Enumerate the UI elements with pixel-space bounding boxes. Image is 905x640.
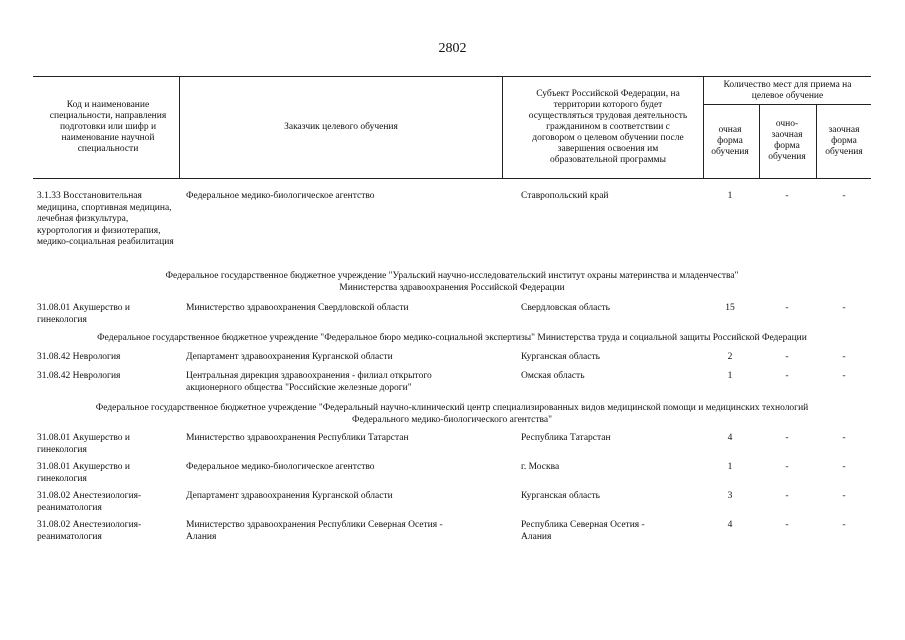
row-customer: Министерство здравоохранения Свердловской области bbox=[186, 303, 409, 313]
header-mixed: очно-заочная форма обучения bbox=[768, 119, 806, 162]
header-divider bbox=[502, 77, 503, 178]
row-code: 31.08.01 Акушерство и гинекология bbox=[37, 462, 130, 484]
row-mixed: - bbox=[785, 352, 789, 362]
row-mixed: - bbox=[785, 491, 789, 501]
row-mixed: - bbox=[785, 191, 789, 201]
row-full-time: 2 bbox=[727, 352, 733, 362]
row-region: г. Москва bbox=[521, 462, 560, 472]
header-region: Субъект Российской Федерации, на территории которого будет осуществляться трудовая деятельность гражданином в соответствии с договором о целевом обучении после завершения освоения им образовательной программы bbox=[528, 89, 688, 165]
row-part-time: - bbox=[842, 371, 846, 381]
row-mixed: - bbox=[785, 462, 789, 472]
section-heading bbox=[33, 333, 871, 345]
row-part-time: - bbox=[842, 433, 846, 443]
row-code: 3.1.33 Восстановительная медицина, спортивная медицина, лечебная физкультура, курортология и физиотерапия, медико-социальная реабилитация bbox=[37, 191, 174, 247]
row-full-time: 1 bbox=[727, 462, 733, 472]
row-customer: Департамент здравоохранения Курганской области bbox=[186, 491, 393, 501]
row-full-time: 4 bbox=[727, 433, 733, 443]
row-customer: Министерство здравоохранения Республики Северная Осетия - Алания bbox=[186, 520, 443, 542]
row-region: Курганская область bbox=[521, 491, 600, 501]
header-group-underline bbox=[704, 104, 871, 105]
row-mixed: - bbox=[785, 520, 789, 530]
row-code: 31.08.42 Неврология bbox=[37, 352, 121, 362]
section-heading bbox=[33, 403, 871, 426]
row-customer: Федеральное медико-биологическое агентство bbox=[186, 462, 375, 472]
section-line: Федеральное государственное бюджетное учреждение "Уральский научно-исследовательский институт охраны материнства и младенчества" bbox=[165, 271, 739, 281]
header-part-time: заочная форма обучения bbox=[825, 124, 863, 157]
header-code: Код и наименование специальности, направления подготовки или шифр и наименование научной специальности bbox=[49, 100, 167, 154]
section-line: Министерства здравоохранения Российской Федерации bbox=[339, 282, 565, 293]
row-region: Республика Северная Осетия - Алания bbox=[521, 520, 645, 542]
row-code: 31.08.01 Акушерство и гинекология bbox=[37, 303, 130, 325]
row-code: 31.08.02 Анестезиология-реаниматология bbox=[37, 491, 142, 513]
row-part-time: - bbox=[842, 491, 846, 501]
row-part-time: - bbox=[842, 462, 846, 472]
row-customer: Центральная дирекция здравоохранения - филиал открытого акционерного общества "Российские железные дороги" bbox=[186, 371, 432, 393]
row-code: 31.08.42 Неврология bbox=[37, 371, 121, 381]
row-part-time: - bbox=[842, 303, 846, 313]
table-header bbox=[33, 76, 871, 179]
section-line: Федерального медико-биологического агентства" bbox=[352, 414, 552, 425]
row-region: Курганская область bbox=[521, 352, 600, 362]
row-customer: Федеральное медико-биологическое агентство bbox=[186, 191, 375, 201]
header-customer: Заказчик целевого обучения bbox=[284, 122, 398, 132]
row-mixed: - bbox=[785, 371, 789, 381]
header-divider bbox=[816, 104, 817, 178]
row-code: 31.08.01 Акушерство и гинекология bbox=[37, 433, 130, 455]
row-mixed: - bbox=[785, 303, 789, 313]
row-full-time: 1 bbox=[727, 191, 733, 201]
page-number: 2802 bbox=[438, 41, 467, 56]
row-full-time: 3 bbox=[727, 491, 733, 501]
section-heading bbox=[33, 271, 871, 294]
row-region: Омская область bbox=[521, 371, 585, 381]
row-mixed: - bbox=[785, 433, 789, 443]
section-line: Федеральное государственное бюджетное учреждение "Федеральный научно-клинический центр специализированных видов медицинской помощи и медицинских технологий bbox=[95, 403, 809, 413]
row-region: Республика Татарстан bbox=[521, 433, 611, 443]
row-full-time: 1 bbox=[727, 371, 733, 381]
header-divider bbox=[759, 104, 760, 178]
row-customer: Министерство здравоохранения Республики Татарстан bbox=[186, 433, 409, 443]
row-region: Свердловская область bbox=[521, 303, 611, 313]
row-region: Ставропольский край bbox=[521, 191, 609, 201]
row-part-time: - bbox=[842, 352, 846, 362]
row-part-time: - bbox=[842, 520, 846, 530]
row-code: 31.08.02 Анестезиология-реаниматология bbox=[37, 520, 142, 542]
header-group: Количество мест для приема на целевое обучение bbox=[723, 79, 852, 101]
header-full-time: очная форма обучения bbox=[711, 124, 749, 157]
row-full-time: 4 bbox=[727, 520, 733, 530]
row-customer: Департамент здравоохранения Курганской области bbox=[186, 352, 393, 362]
section-line: Федеральное государственное бюджетное учреждение "Федеральное бюро медико-социальной экспертизы" Министерства труда и социальной защиты Российской Федерации bbox=[97, 333, 807, 343]
row-part-time: - bbox=[842, 191, 846, 201]
row-full-time: 15 bbox=[725, 303, 735, 313]
